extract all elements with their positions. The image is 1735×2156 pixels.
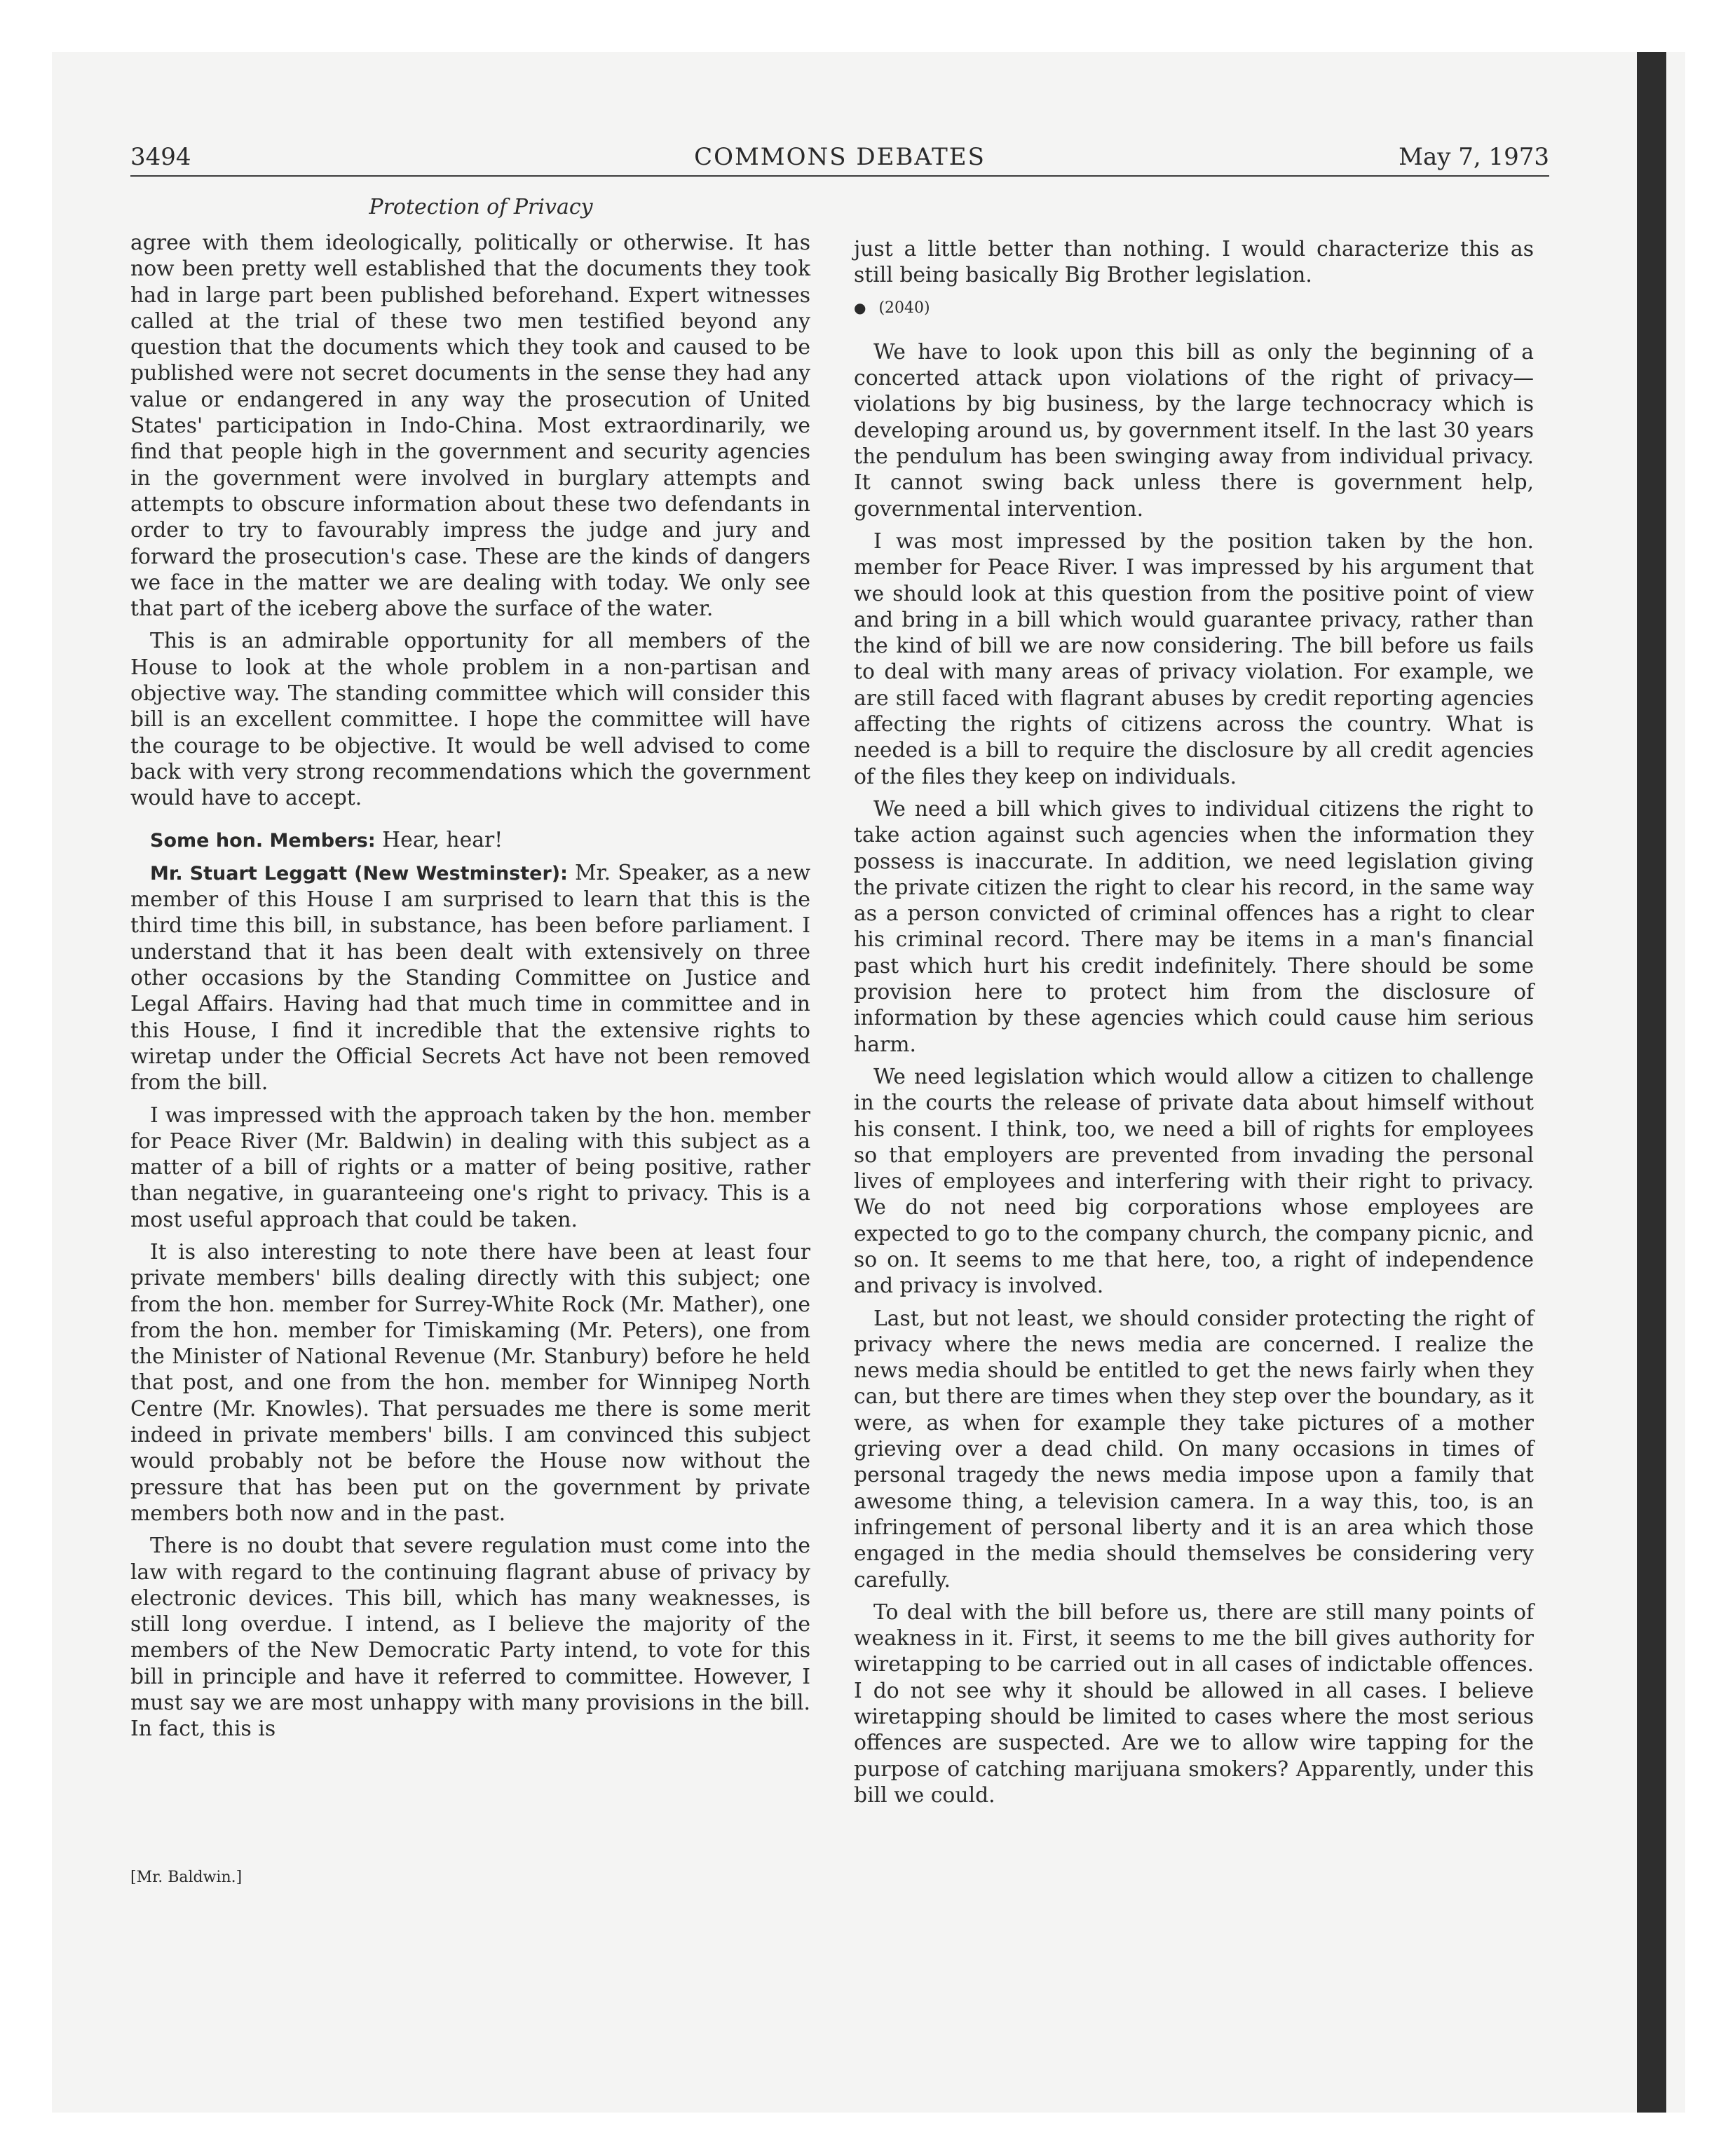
paragraph: just a little better than nothing. I would characterize this as still being basically Big Brother legislation. [854, 237, 1534, 288]
page-date: May 7, 1973 [1399, 143, 1549, 171]
footnote: [Mr. Baldwin.] [130, 1869, 243, 1886]
speaker-name: Some hon. Members: [150, 829, 376, 852]
page-header [130, 139, 1549, 177]
speaker-paragraph [130, 827, 810, 854]
paragraph: It is also interesting to note there have been at least four private members' bills dealing directly with this subject; one from the hon. member for Surrey-White Rock (Mr. Mather), one from the hon. member for Timiskaming (Mr. Peters), one from the Minister of National Revenue (Mr. Stanbury) before he held that post, and one from the hon. member for Winnipeg North Centre (Mr. Knowles). That persuades me there is some merit indeed in private members' bills. I am convinced this subject would probably not be before the House now without the pressure that has been put on the government by private members both now and in the past. [130, 1239, 810, 1526]
timestamp [854, 295, 1534, 321]
right-column [854, 236, 1534, 1815]
paragraph: There is no doubt that severe regulation must come into the law with regard to the continuing flagrant abuse of privacy by electronic devices. This bill, which has many weaknesses, is still long overdue. I intend, as I believe the majority of the members of the New Democratic Party intend, to vote for this bill in principle and have it referred to committee. However, I must say we are most unhappy with many provisions in the bill. In fact, this is [130, 1534, 810, 1742]
bullet-icon: ● [854, 299, 866, 316]
left-column [130, 230, 810, 1749]
timestamp-text: (2040) [878, 299, 930, 317]
section-title: Protection of Privacy [369, 195, 593, 219]
scan-edge-bar [1637, 52, 1666, 2113]
paragraph: We need a bill which gives to individual citizens the right to take action against such agencies when the information they possess is inaccurate. In addition, we need legislation giving the private citizen the right to clear his record, in the same way as a person convicted of criminal offences has a right to clear his criminal record. There may be items in a man's financial past which hurt his credit indefinitely. There should be some provision here to protect him from the disclosure of information by these agencies which could cause him serious harm. [854, 796, 1534, 1057]
paragraph: We have to look upon this bill as only the beginning of a concerted attack upon violations of the right of privacy— violations by big business, by the large technocracy which is developing around us, by government itself. In the last 30 years the pendulum has been swinging away from individual privacy. It cannot swing back unless there is government help, governmental intervention. [854, 339, 1534, 521]
page-number: 3494 [130, 143, 191, 171]
paragraph: Last, but not least, we should consider protecting the right of privacy where the news media are concerned. I realize the news media should be entitled to get the news fairly when they can, but there are times when they step over the boundary, as it were, as when for example they take pictures of a mother grieving over a dead child. On many occasions in times of personal tragedy the news media impose upon a family that awesome thing, a television camera. In a way this, too, is an infringement of personal liberty and it is an area which those engaged in the media should themselves be considering very carefully. [854, 1306, 1534, 1592]
paragraph: To deal with the bill before us, there are still many points of weakness in it. First, it seems to me the bill gives authority for wiretapping to be carried out in all cases of indictable offences. I do not see why it should be allowed in all cases. I believe wiretapping should be limited to cases where the most serious offences are suspected. Are we to allow wire tapping for the purpose of catching marijuana smokers? Apparently, under this bill we could. [854, 1599, 1534, 1808]
paragraph: This is an admirable opportunity for all members of the House to look at the whole problem in a non-partisan and objective way. The standing committee which will consider this bill is an excellent committee. I hope the committee will have the courage to be objective. It would be well advised to come back with very strong recommendations which the government would have to accept. [130, 629, 810, 811]
paragraph: agree with them ideologically, politically or otherwise. It has now been pretty well established that the documents they took had in large part been published beforehand. Expert witnesses called at the trial of these two men testified beyond any question that the documents which they took and caused to be published were not secret documents in the sense they had any value or endangered in any way the prosecution of United States' participation in Indo-China. Most extraordinarily, we find that people high in the government and security agencies in the government were involved in burglary attempts and attempts to obscure information about these two defendants in order to try to favourably impress the judge and jury and forward the prosecution's case. These are the kinds of dangers we face in the matter we are dealing with today. We only see that part of the iceberg above the surface of the water. [130, 231, 810, 622]
speech-text: Mr. Speaker, as a new member of this House I am surprised to learn that this is the third time this bill, in substance, has been before parliament. I understand that it has been dealt with extensively on three other occasions by the Standing Committee on Justice and Legal Affairs. Having had that much time in committee and in this House, I find it incredible that the extensive rights to wiretap under the Official Secrets Act have not been removed from the bill. [130, 860, 810, 1096]
speech-text: Hear, hear! [375, 827, 503, 852]
speaker-paragraph [130, 860, 810, 1096]
paragraph: I was impressed with the approach taken by the hon. member for Peace River (Mr. Baldwin) in dealing with this subject as a matter of a bill of rights or a matter of being positive, rather than negative, in guaranteeing one's right to privacy. This is a most useful approach that could be taken. [130, 1103, 810, 1232]
paragraph: I was most impressed by the position taken by the hon. member for Peace River. I was impressed by his argument that we should look at this question from the positive point of view and bring in a bill which would guarantee privacy, rather than the kind of bill we are now considering. The bill before us fails to deal with many areas of privacy violation. For example, we are still faced with flagrant abuses by credit reporting agencies affecting the rights of citizens across the country. What is needed is a bill to require the disclosure by all credit agencies of the files they keep on individuals. [854, 528, 1534, 789]
speaker-name: Mr. Stuart Leggatt (New Westminster): [150, 862, 568, 885]
publication-title: COMMONS DEBATES [694, 143, 986, 171]
paragraph: We need legislation which would allow a citizen to challenge in the courts the release of private data about himself without his consent. I think, too, we need a bill of rights for employees so that employers are prevented from invading the personal lives of employees and interfering with their right to privacy. We do not need big corporations whose employees are expected to go to the company church, the company picnic, and so on. It seems to me that here, too, a right of independence and privacy is involved. [854, 1064, 1534, 1299]
